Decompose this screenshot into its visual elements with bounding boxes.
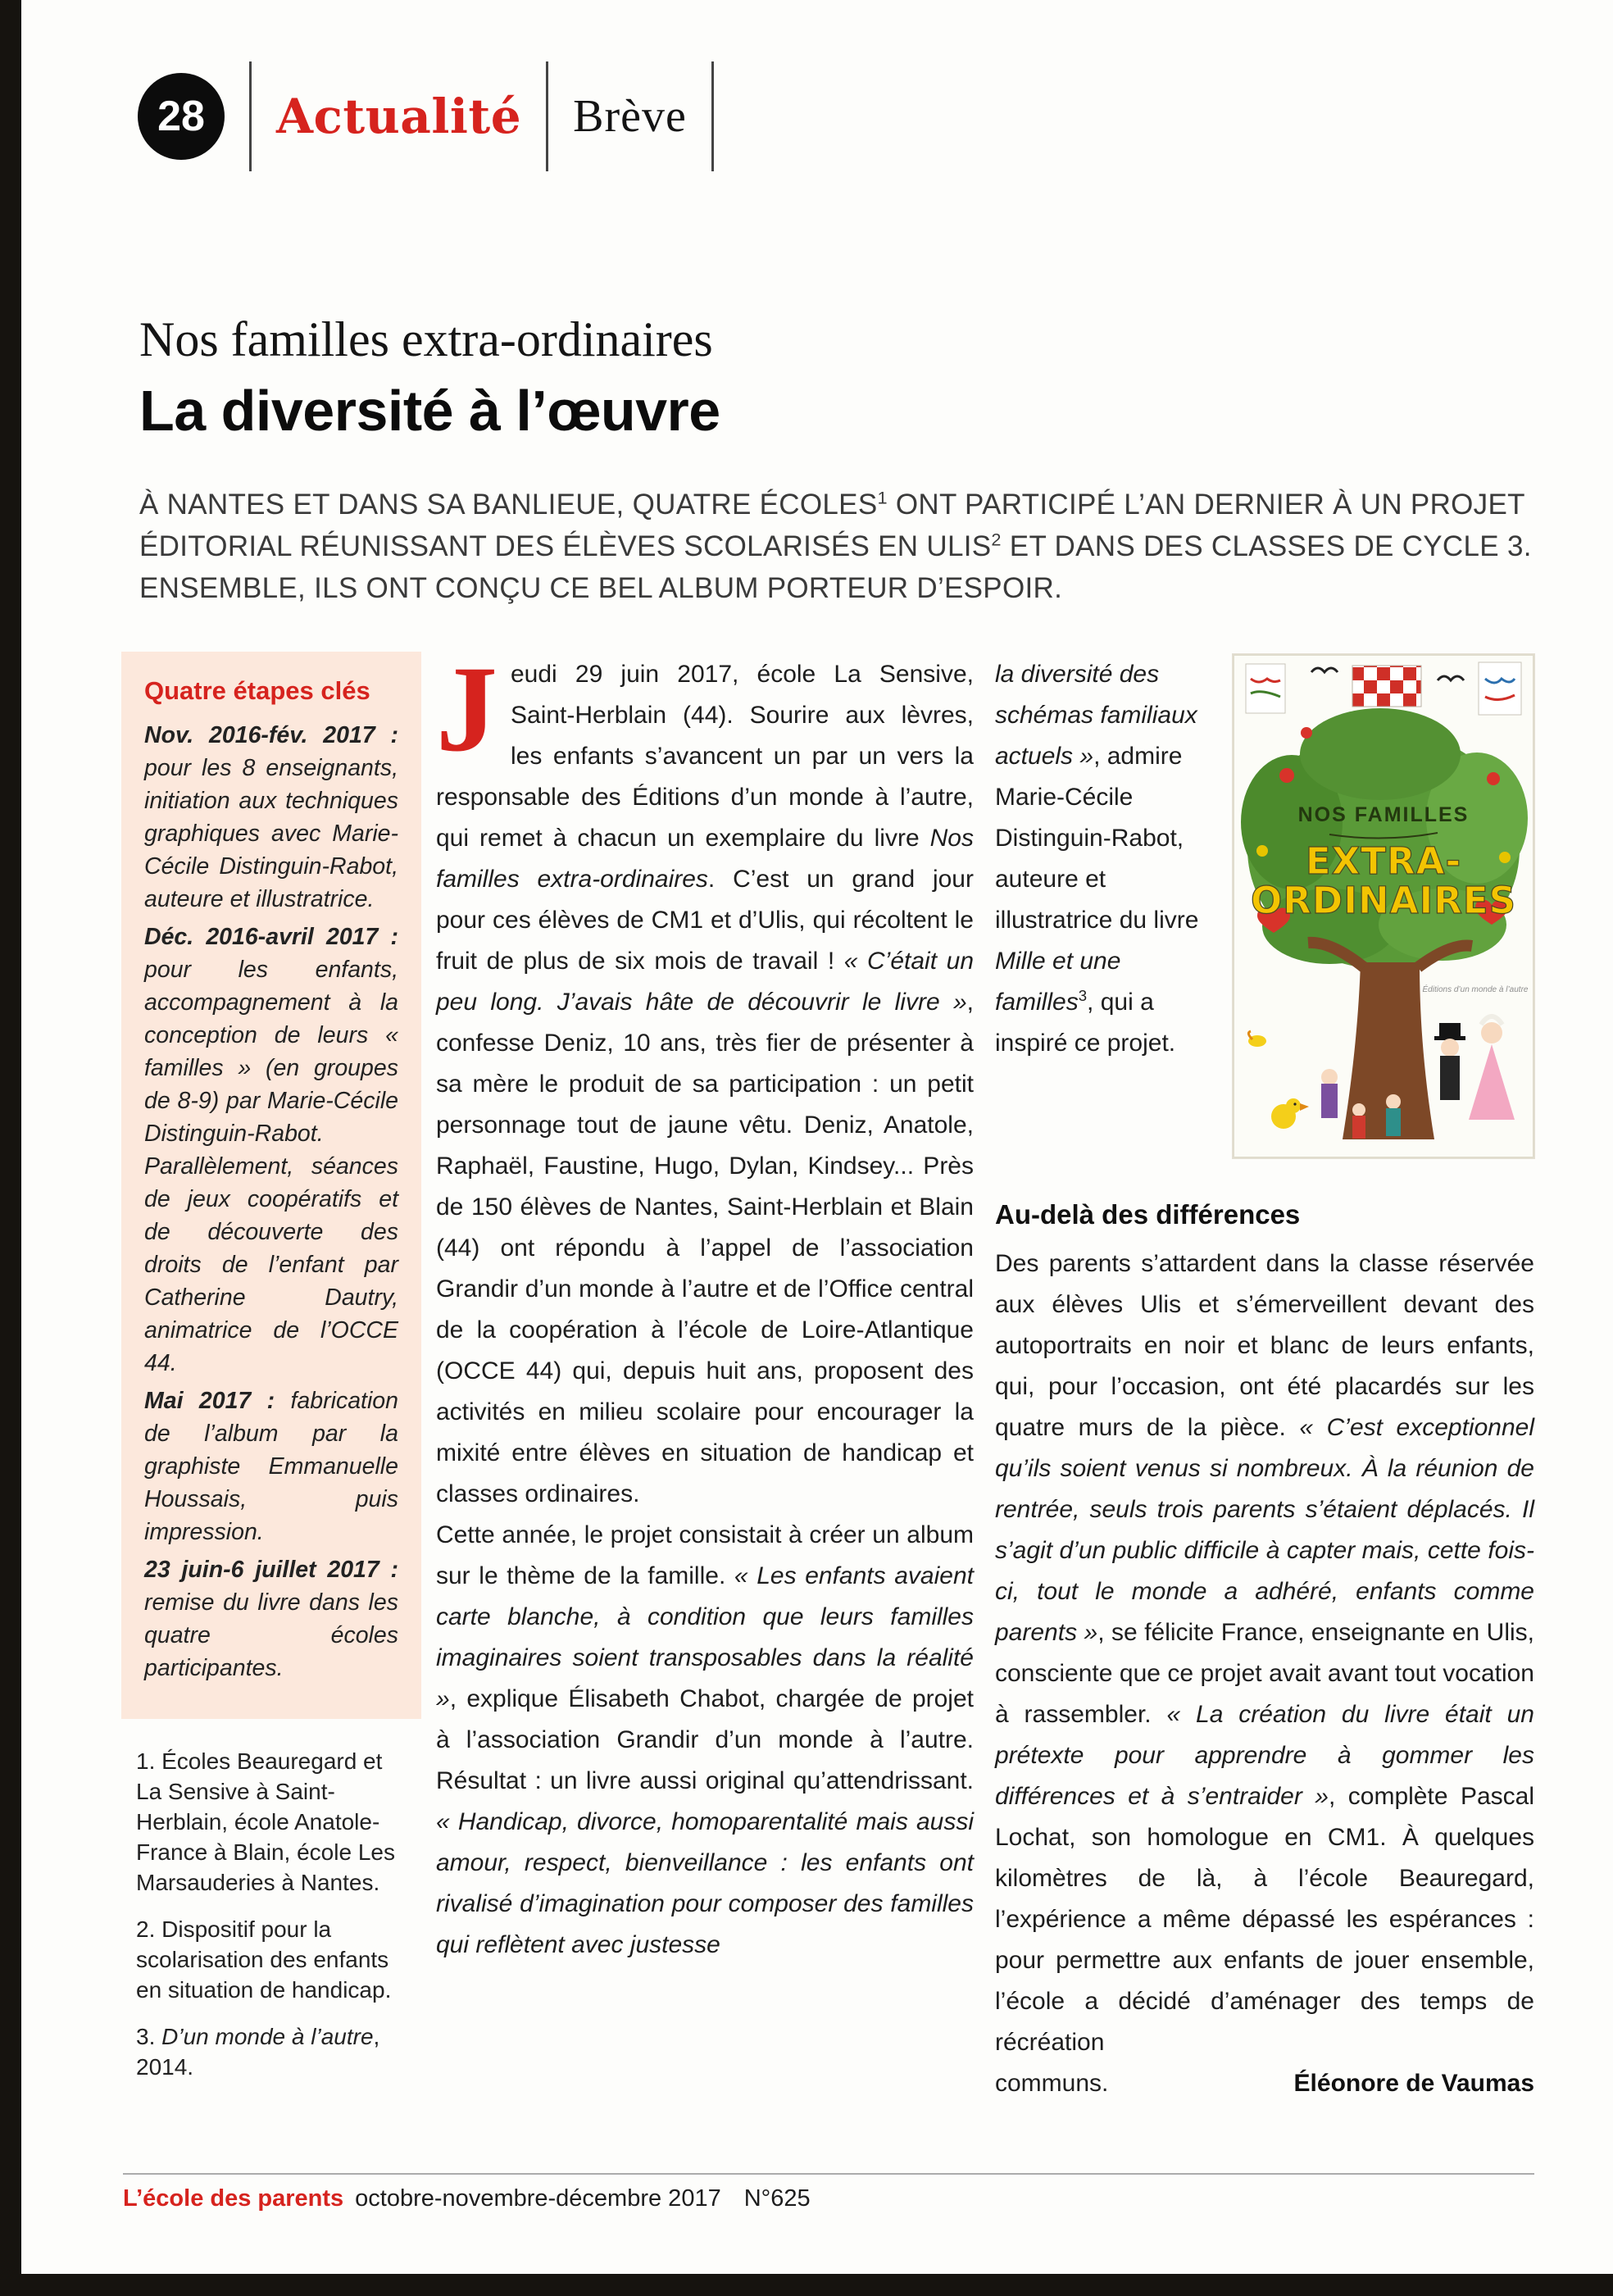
- article-paragraph: Cette année, le projet consistait à créer un album sur le thème de la famille. « Les enfants avaient carte blanche, à condition que leurs familles imaginaires soient transposables dans la réalité », explique Élisabeth Chabot, chargée de projet à l’association Grandir d’un monde à l’autre. Résultat : un livre aussi original qu’attendrissant. « Handicap, divorce, homoparentalité mais aussi amour, respect, bienveillance : les enfants ont rivalisé d’imagination pour composer des familles qui reflètent avec justesse: [436, 1521, 974, 1958]
- byline: Éléonore de Vaumas: [1293, 2070, 1534, 2097]
- key-steps-paragraphs: [144, 719, 398, 1684]
- footnote: 3. D’un monde à l’autre, 2014.: [136, 2024, 380, 2080]
- scan-edge-bottom: [0, 2274, 1613, 2296]
- page-number-badge: 28: [138, 73, 225, 160]
- subsection-label: Brève: [573, 91, 687, 142]
- standfirst: À NANTES ET DANS SA BANLIEUE, QUATRE ÉCOLES$^1$ ONT PARTICIPÉ L’AN DERNIER À UN PROJET ÉDITORIAL RÉUNISSANT DES ÉLÈVES SCOLARISÉS EN ULIS$^2$ ET DANS DES CLASSES DE CYCLE 3. ENSEMBLE, ILS ONT CONÇU CE BEL ALBUM PORTEUR D’ESPOIR.: [139, 487, 1532, 604]
- paragraph-last-word: communs.: [995, 2070, 1109, 2097]
- scan-edge-left: [0, 0, 21, 2296]
- article-paragraph: Jeudi 29 juin 2017, école La Sensive, Saint-Herblain (44). Sourire aux lèvres, les enfants s’avancent un par un vers la responsable des Éditions d’un monde à l’autre, qui remet à chacun un exemplaire du livre Nos familles extra-ordinaires. C’est un grand jour pour ces élèves de CM1 et d’Ulis, qui récoltent le fruit de plus de six mois de travail ! « C’était un peu long. J’avais hâte de découvrir le livre », confesse Deniz, 10 ans, très fier de présenter à sa mère le produit de sa participation : un petit personnage tout de jaune vêtu. Deniz, Anatole, Raphaël, Faustine, Hugo, Dylan, Kindsey... Près de 150 élèves de Nantes, Saint-Herblain et Blain (44) ont répondu à l’appel de l’association Grandir d’un monde à l’autre et de l’Office central de la coopération à l’école de Loire-Atlantique (OCCE 44) qui, depuis huit ans, proposent des activités en milieu scolaire pour encourager la mixité entre élèves en situation de handicap et classes ordinaires.: [436, 641, 974, 1507]
- cover-title-line2: ORDINAIRES: [1250, 879, 1517, 922]
- cover-title-line1: EXTRA-: [1305, 839, 1462, 883]
- footer-brand: L’école des parents: [123, 2185, 344, 2212]
- title-block: [139, 311, 1534, 609]
- footer-rule: [123, 2173, 1534, 2175]
- article-paragraph: Des parents s’attardent dans la classe réservée aux élèves Ulis et s’émerveillent devant des autoportraits en noir et blanc de leurs enfants, qui, pour l’occasion, ont été placardés sur les quatre murs de la pièce. « C’est exceptionnel qu’ils soient venus si nombreux. À la réunion de rentrée, seuls trois parents s’étaient déplacés. Il s’agit d’un public difficile à capter mais, cette fois-ci, tout le monde a adhéré, enfants comme parents », se félicite France, enseignante en Ulis, consciente que ce projet avait avant tout vocation à rassembler. « La création du livre était un prétexte pour apprendre à gommer les différences et à s’entraider », complète Pascal Lochat, son homologue en CM1. À quelques kilomètres de là, à l’école Beauregard, l’expérience a même dépassé les espérances : pour permettre aux enfants de jouer ensemble, l’école a décidé d’aménager des temps de récréation: [995, 1250, 1535, 2056]
- left-column: [121, 652, 421, 1719]
- page-header: [138, 59, 738, 174]
- section-heading: Au-delà des différences: [995, 1199, 1301, 1230]
- kicker-title: Nos familles extra-ordinaires: [139, 312, 713, 366]
- key-steps-paragraph: 23 juin-6 juillet 2017 : remise du livre dans les quatre écoles participantes.: [144, 1557, 398, 1681]
- key-steps-paragraph: Mai 2017 : fabrication de l’album par la graphiste Emmanuelle Houssais, puis impression.: [144, 1388, 398, 1545]
- footnote: 1. Écoles Beauregard et La Sensive à Saint-Herblain, école Anatole-France à Blain, école Les Marsauderies à Nantes.: [136, 1748, 395, 1895]
- cover-title-small: NOS FAMILLES: [1297, 803, 1470, 826]
- key-steps-title: Quatre étapes clés: [144, 676, 370, 705]
- key-steps-paragraph: Déc. 2016-avril 2017 : pour les enfants, accompagnement à la conception de leurs « familles » (en groupes de 8-9) par Marie-Cécile Distinguin-Rabot. Parallèlement, séances de jeux coopératifs et de découverte des droits de l’enfant par Catherine Dautry, animatrice de l’OCCE 44.: [144, 924, 398, 1376]
- cover-publisher-line: Éditions d’un monde à l’autre: [1422, 985, 1529, 994]
- footer-issue-number: N°625: [743, 2185, 811, 2212]
- byline-row: [995, 2063, 1534, 2104]
- book-cover-illustration: [1233, 654, 1534, 1158]
- page-footer: [123, 2185, 811, 2212]
- main-title: La diversité à l’œuvre: [139, 379, 720, 443]
- right-column: [995, 654, 1534, 2104]
- right-intro-paragraph: la diversité des schémas familiaux actuels », admire Marie-Cécile Distinguin-Rabot, auteure et illustratrice du livre Mille et une familles$^3$, qui a inspiré ce projet.: [995, 661, 1199, 1057]
- footnote: 2. Dispositif pour la scolarisation des enfants en situation de handicap.: [136, 1916, 392, 2003]
- header-divider: [711, 61, 714, 171]
- book-cover: [1233, 654, 1534, 1158]
- section-label: Actualité: [276, 89, 522, 144]
- footnotes: [136, 1746, 400, 2098]
- key-steps-paragraph: Nov. 2016-fév. 2017 : pour les 8 enseignants, initiation aux techniques graphiques avec Marie-Cécile Distinguin-Rabot, auteure et illustratrice.: [144, 722, 398, 912]
- footer-date: octobre-novembre-décembre 2017: [355, 2185, 721, 2212]
- header-divider: [249, 61, 252, 171]
- article-column: [436, 641, 974, 1966]
- key-steps-box: [121, 652, 421, 1719]
- header-divider: [546, 61, 548, 171]
